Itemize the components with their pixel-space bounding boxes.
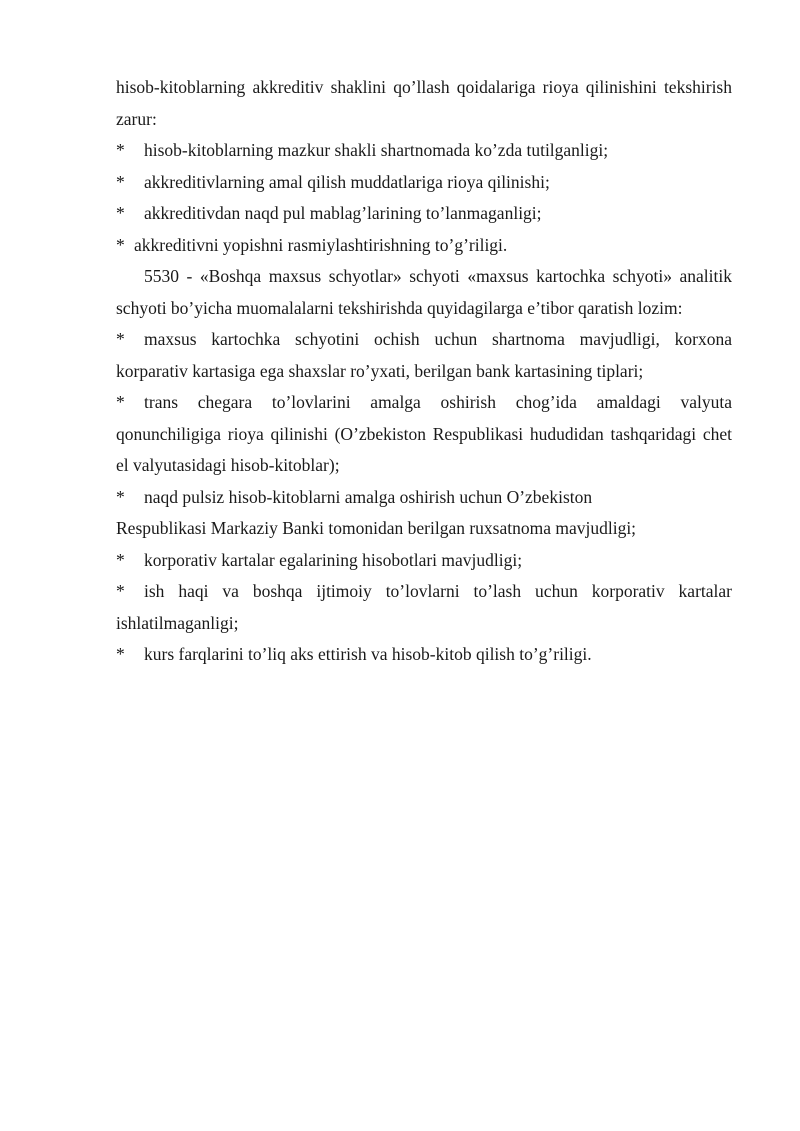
list-item [116,198,732,230]
list-item-text: naqd pulsiz hisob-kitoblarni amalga oshirish uchun O’zbekiston [144,486,593,507]
list-item-text: akkreditivlarning amal qilish muddatlariga rioya qilinishi; [144,171,550,192]
list-item-text: hisob-kitoblarning mazkur shakli shartnomada ko’zda tutilganligi; [144,140,609,160]
bullet-mark: * [116,392,125,412]
bullet-mark: * [116,329,125,349]
list-item [116,324,732,387]
bullet-mark: * [116,644,125,664]
bullet-mark: * [116,203,125,223]
list-item [116,387,732,482]
list-item-text: akkreditivdan naqd pul mablag’larining to’lanmaganligi; [144,203,542,223]
bullet-mark: * [116,234,125,255]
document-page [116,72,732,671]
list-item [116,135,732,167]
list-item-text: akkreditivni yopishni rasmiylashtirishning to’g’riligi. [134,234,508,255]
bullet-mark: * [116,486,125,507]
list-item [116,639,732,671]
list-item-text: trans chegara to’lovlarini amalga oshirish chog’ida amaldagi valyuta qonunchiligiga rioya qilinishi (O’zbekiston Respublikasi hududidan tashqaridagi chet el valyutasidagi hisob-kitoblar); [116,392,732,475]
list-item [116,230,732,262]
bullet-mark: * [116,549,125,570]
list-item-text: ish haqi va boshqa ijtimoiy to’lovlarni to’lash uchun korporativ kartalar ishlatilmaganligi; [116,581,732,633]
continuation-line: Respublikasi Markaziy Banki tomonidan berilgan ruxsatnoma mavjudligi; [116,518,637,538]
list-item [116,482,732,514]
list-item-text: kurs farqlarini to’liq aks ettirish va hisob-kitob qilish to’g’riligi. [144,644,592,664]
section-paragraph: 5530 - «Boshqa maxsus schyotlar» schyoti «maxsus kartochka schyoti» analitik schyoti bo’yicha muomalalarni tekshirishda quyidagilarga e’tibor qaratish lozim: [116,266,732,318]
bullet-mark: * [116,171,125,192]
bullet-mark: * [116,140,125,160]
intro-paragraph: hisob-kitoblarning akkreditiv shaklini qo’llash qoidalariga rioya qilinishini tekshirish zarur: [116,77,732,129]
bullet-mark: * [116,581,125,601]
list-item-text: korporativ kartalar egalarining hisobotlari mavjudligi; [144,549,523,570]
list-item [116,167,732,199]
list-item [116,576,732,639]
list-item-text: maxsus kartochka schyotini ochish uchun shartnoma mavjudligi, korxona korparativ kartasiga ega shaxslar ro’yxati, berilgan bank kartasining tiplari; [116,329,732,381]
list-item [116,545,732,577]
